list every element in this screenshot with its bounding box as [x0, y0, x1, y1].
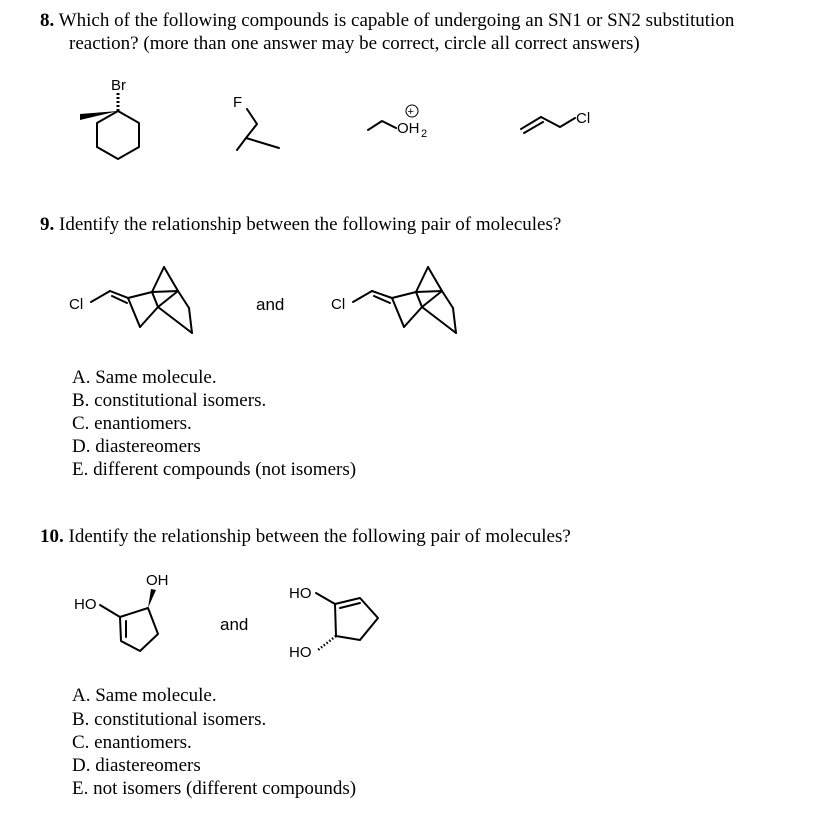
q9-option-b[interactable]: B. constitutional isomers. [72, 390, 267, 411]
q10-option-b[interactable]: B. constitutional isomers. [72, 709, 267, 730]
q9-and-label: and [256, 295, 285, 314]
q9-cl-label-1: Cl [69, 296, 84, 313]
q9-option-c[interactable]: C. enantiomers. [72, 413, 192, 434]
q8-text-line2: reaction? (more than one answer may be correct, circle all correct answers) [69, 33, 640, 54]
q9-option-d[interactable]: D. diastereomers [72, 436, 201, 457]
q10-ho-label-1: HO [74, 596, 97, 613]
q9-cl-label-2: Cl [331, 296, 346, 313]
q10-and-label: and [220, 615, 249, 634]
q10-option-c[interactable]: C. enantiomers. [72, 732, 192, 753]
q10-option-d[interactable]: D. diastereomers [72, 755, 201, 776]
q9-number: 9. [40, 214, 55, 235]
q10-number: 10. [40, 526, 64, 547]
q10-text: Identify the relationship between the following pair of molecules? [68, 526, 571, 547]
q10-ho-label-2: HO [289, 585, 312, 602]
q9-option-e[interactable]: E. different compounds (not isomers) [72, 459, 357, 480]
q9-text: Identify the relationship between the following pair of molecules? [59, 214, 562, 235]
q9-option-a[interactable]: A. Same molecule. [72, 367, 217, 388]
q10-molecule-1[interactable] [74, 572, 169, 651]
q10-oh-label: OH [146, 572, 169, 589]
q8-oh2-subscript: 2 [421, 128, 428, 140]
q8-f-label: F [233, 94, 243, 111]
q8-cl-label: Cl [576, 110, 591, 127]
q10-option-e[interactable]: E. not isomers (different compounds) [72, 778, 357, 799]
q10-wedge-bond-1 [148, 589, 156, 608]
q8-br-label: Br [111, 77, 126, 94]
q10-molecule-2[interactable] [289, 585, 378, 661]
q10-hash-bond [318, 636, 336, 650]
q8-oh2-label: OH [397, 120, 420, 137]
q8-plus-label: + [407, 106, 414, 118]
q10-ho-label-3: HO [289, 644, 312, 661]
q10-option-a[interactable]: A. Same molecule. [72, 685, 217, 706]
q8-number: 8. [40, 10, 55, 31]
q8-text-line1: Which of the following compounds is capable of undergoing an SN1 or SN2 substitution [58, 10, 735, 31]
